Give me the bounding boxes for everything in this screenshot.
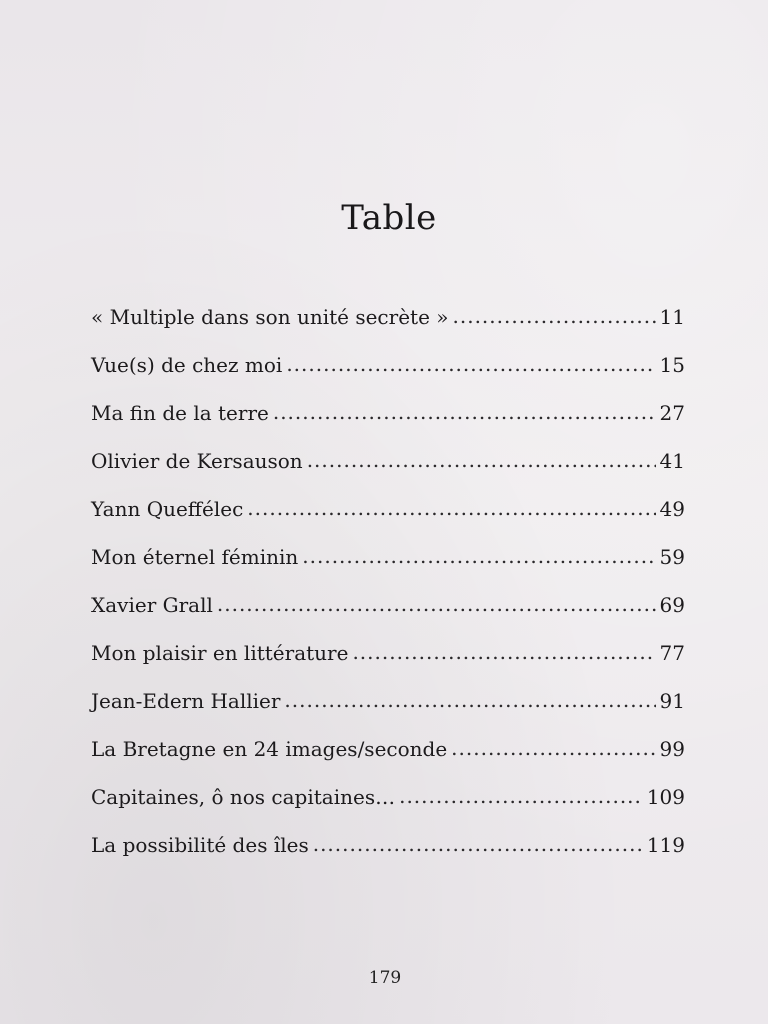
dot-leader xyxy=(307,436,656,484)
toc-entry-title: Yann Queffélec xyxy=(91,497,244,521)
dot-leader xyxy=(302,532,655,580)
toc-entry-title: Mon éternel féminin xyxy=(91,545,299,569)
toc-entry-title: « Multiple dans son unité secrète » xyxy=(91,305,449,329)
dot-leader xyxy=(284,676,655,724)
toc-entry-page: 11 xyxy=(659,305,685,329)
toc-entry-page: 15 xyxy=(659,353,685,377)
dot-leader xyxy=(217,580,656,628)
toc-entry-page: 91 xyxy=(659,689,685,713)
toc-entry xyxy=(91,437,685,485)
toc-entry xyxy=(91,725,685,773)
toc-entry xyxy=(91,821,685,869)
toc-entry-title: Mon plaisir en littérature xyxy=(91,641,349,665)
toc-entry-page: 59 xyxy=(659,545,685,569)
toc-entry-page: 69 xyxy=(659,593,685,617)
dot-leader xyxy=(286,340,655,388)
dot-leader xyxy=(399,772,643,820)
toc-entry-page: 109 xyxy=(646,785,685,809)
toc-entry-page: 49 xyxy=(659,497,685,521)
toc-entry xyxy=(91,485,685,533)
dot-leader xyxy=(352,628,655,676)
dot-leader xyxy=(451,724,655,772)
toc-entry-title: Xavier Grall xyxy=(91,593,213,617)
toc-entry-title: Jean-Edern Hallier xyxy=(91,689,281,713)
table-of-contents xyxy=(91,293,685,869)
toc-entry-page: 41 xyxy=(659,449,685,473)
page-title: Table xyxy=(341,198,437,238)
toc-entry-title: Vue(s) de chez moi xyxy=(91,353,283,377)
toc-entry-page: 99 xyxy=(659,737,685,761)
page-number: 179 xyxy=(368,968,402,988)
toc-entry-title: Capitaines, ô nos capitaines… xyxy=(91,785,396,809)
toc-entry-title: La Bretagne en 24 images/seconde xyxy=(91,737,448,761)
toc-entry xyxy=(91,341,685,389)
toc-entry-page: 27 xyxy=(659,401,685,425)
dot-leader xyxy=(247,484,655,532)
toc-entry xyxy=(91,389,685,437)
toc-entry-page: 119 xyxy=(646,833,685,857)
toc-entry-title: Olivier de Kersauson xyxy=(91,449,303,473)
toc-entry xyxy=(91,581,685,629)
toc-entry xyxy=(91,773,685,821)
toc-entry-page: 77 xyxy=(659,641,685,665)
dot-leader xyxy=(273,388,656,436)
toc-entry-title: Ma fin de la terre xyxy=(91,401,269,425)
dot-leader xyxy=(313,820,643,868)
toc-entry xyxy=(91,293,685,341)
toc-entry-title: La possibilité des îles xyxy=(91,833,309,857)
toc-entry xyxy=(91,677,685,725)
dot-leader xyxy=(453,292,656,340)
toc-entry xyxy=(91,629,685,677)
toc-entry xyxy=(91,533,685,581)
